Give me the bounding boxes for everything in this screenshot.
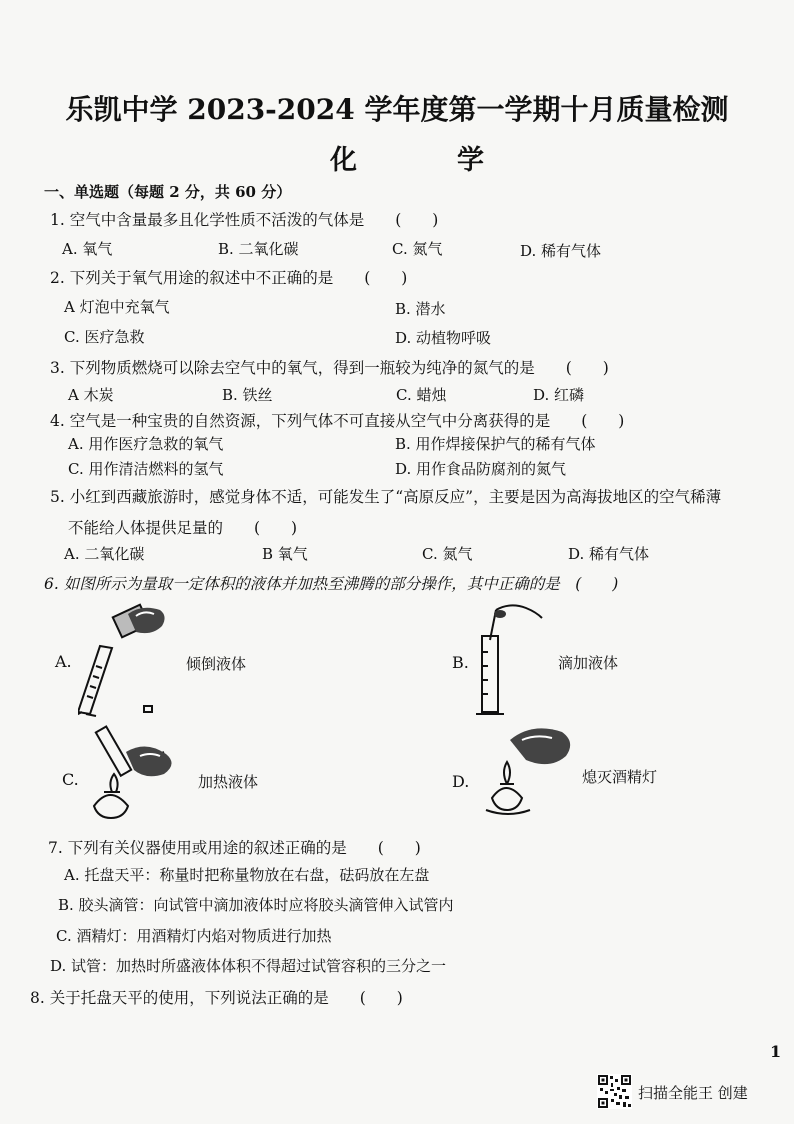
question-2-stem: 2. 下列关于氧气用途的叙述中不正确的是 ( ) — [50, 269, 408, 287]
question-5-stem-line-2: 不能给人体提供足量的 ( ) — [68, 519, 298, 537]
question-2-option-a: A 灯泡中充氧气 — [64, 298, 170, 316]
dropper-illustration — [470, 600, 550, 722]
heating-test-tube-illustration — [80, 722, 186, 824]
question-6-caption-c: 加热液体 — [198, 773, 259, 791]
question-6-label-a: A. — [55, 652, 72, 671]
question-7-option-c: C. 酒精灯：用酒精灯内焰对物质进行加热 — [56, 927, 332, 945]
question-4-stem: 4. 空气是一种宝贵的自然资源，下列气体不可直接从空气中分离获得的是 ( ) — [50, 412, 625, 430]
scanner-brand-text: 扫描全能王 创建 — [638, 1084, 748, 1102]
question-5-option-b: B 氧气 — [262, 545, 308, 563]
question-7-option-d: D. 试管：加热时所盛液体体积不得超过试管容积的三分之一 — [50, 957, 447, 975]
question-2-option-b: B. 潜水 — [395, 300, 446, 318]
question-5-option-a: A. 二氧化碳 — [64, 545, 145, 563]
question-6-stem: 6. 如图所示为量取一定体积的液体并加热至沸腾的部分操作，其中正确的是 ( ) — [44, 575, 619, 593]
question-4-option-a: A. 用作医疗急救的氧气 — [68, 435, 224, 453]
question-1-option-d: D. 稀有气体 — [520, 242, 602, 260]
question-3-option-b: B. 铁丝 — [222, 386, 273, 404]
question-4-option-b: B. 用作焊接保护气的稀有气体 — [395, 435, 596, 453]
question-7-option-b: B. 胶头滴管：向试管中滴加液体时应将胶头滴管伸入试管内 — [58, 896, 454, 914]
question-3-option-d: D. 红磷 — [533, 386, 585, 404]
question-6-label-b: B. — [452, 653, 469, 672]
page-title: 乐凯中学 2023-2024 学年度第一学期十月质量检测 — [65, 93, 729, 126]
question-1-option-c: C. 氮气 — [392, 240, 443, 258]
question-3-option-a: A 木炭 — [68, 386, 114, 404]
question-5-option-d: D. 稀有气体 — [568, 545, 650, 563]
question-6-caption-a: 倾倒液体 — [186, 655, 247, 673]
question-4-option-d: D. 用作食品防腐剂的氮气 — [395, 460, 567, 478]
question-2-option-c: C. 医疗急救 — [64, 328, 145, 346]
question-3-stem: 3. 下列物质燃烧可以除去空气中的氧气，得到一瓶较为纯净的氮气的是 ( ) — [50, 359, 609, 377]
question-5-stem-line-1: 5. 小红到西藏旅游时，感觉身体不适，可能发生了“高原反应”，主要是因为高海拔地区的空气稀薄 — [50, 488, 722, 506]
question-6-label-d: D. — [452, 772, 470, 791]
question-7-option-a: A. 托盘天平：称量时把称量物放在右盘，砝码放在左盘 — [64, 866, 430, 884]
question-1-option-b: B. 二氧化碳 — [218, 240, 299, 258]
pour-liquid-illustration — [78, 596, 174, 722]
question-3-option-c: C. 蜡烛 — [396, 386, 447, 404]
question-6-caption-d: 熄灭酒精灯 — [582, 768, 658, 786]
question-2-option-d: D. 动植物呼吸 — [395, 329, 492, 347]
question-6-label-c: C. — [62, 770, 79, 789]
question-4-option-c: C. 用作清洁燃料的氢气 — [68, 460, 224, 478]
section-heading: 一、单选题（每题 2 分，共 60 分） — [44, 183, 292, 201]
question-6-caption-b: 滴加液体 — [558, 654, 619, 672]
qr-code-icon — [597, 1074, 632, 1109]
question-7-stem: 7. 下列有关仪器使用或用途的叙述正确的是 ( ) — [48, 839, 421, 857]
question-1-option-a: A. 氧气 — [62, 240, 113, 258]
alcohol-lamp-illustration — [478, 720, 588, 824]
question-5-option-c: C. 氮气 — [422, 545, 473, 563]
page-mark: 1 — [770, 1042, 782, 1061]
subject-title: 化学 — [330, 145, 584, 176]
question-1-stem: 1. 空气中含量最多且化学性质不活泼的气体是 ( ) — [50, 211, 439, 229]
question-8-stem: 8. 关于托盘天平的使用，下列说法正确的是 ( ) — [30, 989, 403, 1007]
